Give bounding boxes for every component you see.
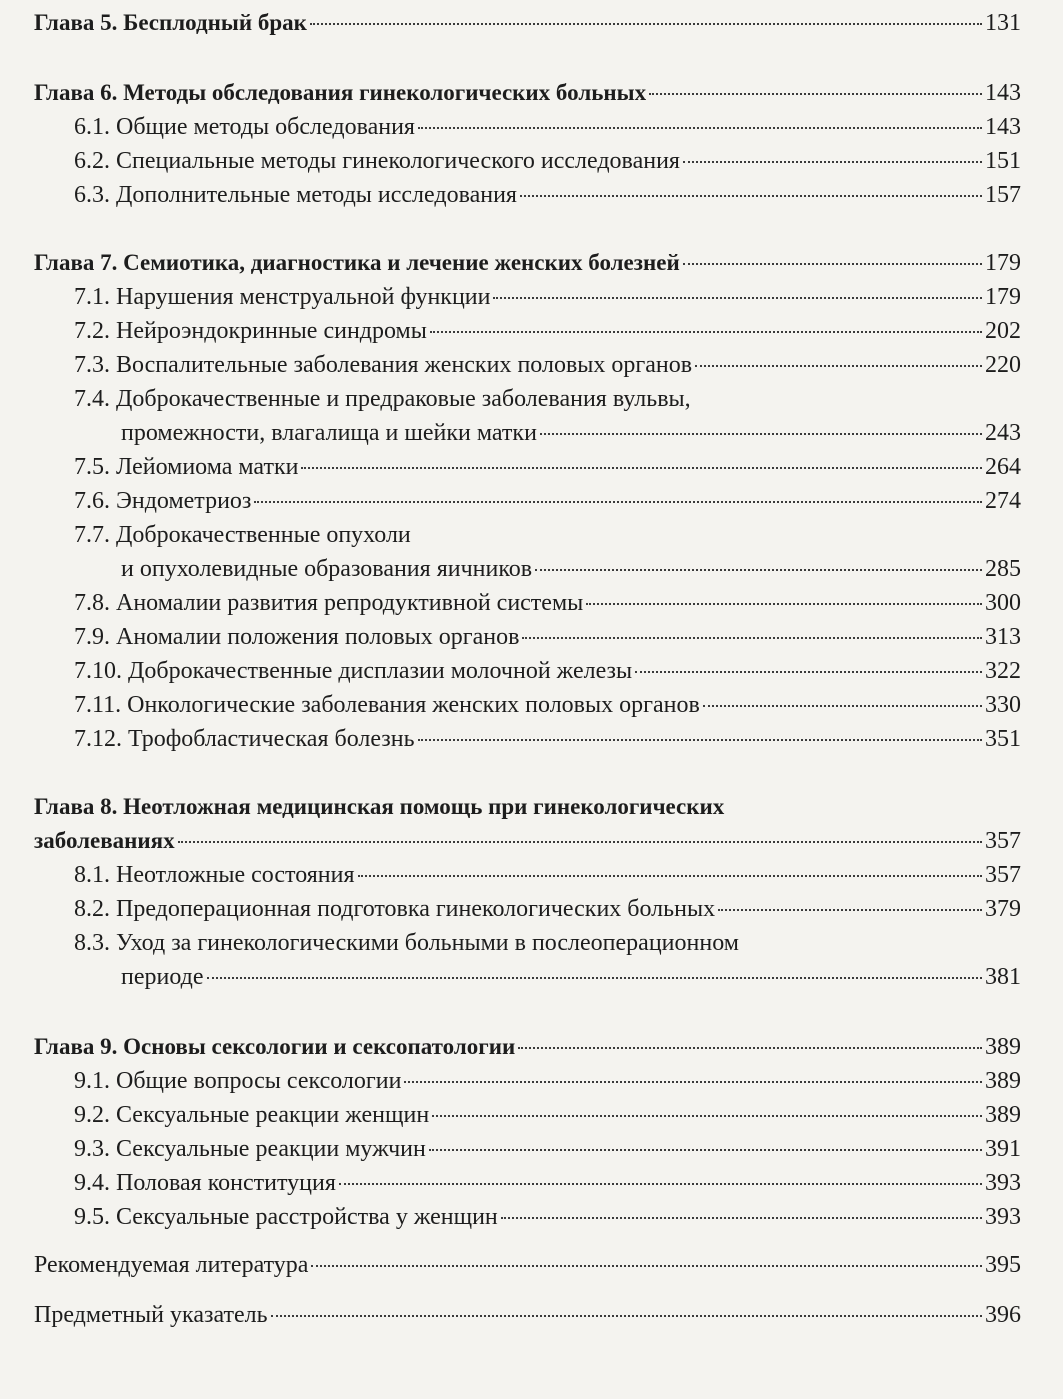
toc-entry-label: 6.3. Дополнительные методы исследования bbox=[74, 182, 517, 208]
toc-entry-label: периоде bbox=[121, 964, 204, 990]
leader-dots bbox=[522, 637, 982, 639]
leader-dots bbox=[635, 671, 982, 673]
toc-entry-page: 179 bbox=[985, 250, 1021, 276]
toc-entry-subject-index[interactable] bbox=[0, 1300, 1063, 1330]
toc-entry-page: 396 bbox=[985, 1302, 1021, 1328]
toc-entry-section-7-11[interactable] bbox=[0, 690, 1063, 720]
leader-dots bbox=[418, 739, 982, 741]
leader-dots bbox=[518, 1047, 982, 1049]
toc-entry-page: 381 bbox=[985, 964, 1021, 990]
toc-entry-chapter-5[interactable] bbox=[0, 8, 1063, 38]
toc-entry-section-9-1[interactable] bbox=[0, 1066, 1063, 1096]
leader-dots bbox=[695, 365, 982, 367]
toc-entry-label: 7.10. Доброкачественные дисплазии молочной железы bbox=[74, 658, 633, 684]
leader-dots bbox=[649, 93, 982, 95]
toc-entry-page: 143 bbox=[985, 80, 1021, 106]
toc-entry-page: 285 bbox=[985, 556, 1021, 582]
toc-entry-label: 9.5. Сексуальные расстройства у женщин bbox=[74, 1204, 498, 1230]
leader-dots bbox=[358, 875, 982, 877]
toc-entry-section-9-2[interactable] bbox=[0, 1100, 1063, 1130]
toc-entry-page: 391 bbox=[985, 1136, 1021, 1162]
toc-entry-section-7-12[interactable] bbox=[0, 724, 1063, 754]
toc-entry-page: 357 bbox=[985, 862, 1021, 888]
toc-entry-label: Глава 7. Семиотика, диагностика и лечение женских болезней bbox=[34, 250, 680, 275]
leader-dots bbox=[301, 467, 982, 469]
toc-entry-label: Глава 5. Бесплодный брак bbox=[34, 10, 307, 35]
toc-entry-label: 8.1. Неотложные состояния bbox=[74, 862, 355, 888]
toc-entry-label: 9.2. Сексуальные реакции женщин bbox=[74, 1102, 430, 1128]
toc-entry-page: 357 bbox=[985, 828, 1021, 854]
toc-entry-section-9-4[interactable] bbox=[0, 1168, 1063, 1198]
leader-dots bbox=[432, 1115, 982, 1117]
toc-entry-page: 395 bbox=[985, 1252, 1021, 1278]
toc-entry-section-7-9[interactable] bbox=[0, 622, 1063, 652]
toc-entry-section-8-3[interactable] bbox=[0, 962, 1063, 992]
toc-entry-label: Глава 6. Методы обследования гинекологических больных bbox=[34, 80, 647, 105]
toc-entry-label: и опухолевидные образования яичников bbox=[121, 556, 533, 582]
toc-entry-page: 300 bbox=[985, 590, 1021, 616]
toc-entry-page: 389 bbox=[985, 1102, 1021, 1128]
toc-entry-label: 7.12. Трофобластическая болезнь bbox=[74, 726, 415, 752]
leader-dots bbox=[311, 1265, 982, 1267]
toc-entry-label: 7.9. Аномалии положения половых органов bbox=[74, 624, 520, 650]
toc-entry-label: 9.3. Сексуальные реакции мужчин bbox=[74, 1136, 426, 1162]
toc-entry-section-7-4[interactable] bbox=[0, 418, 1063, 448]
toc-entry-section-7-5[interactable] bbox=[0, 452, 1063, 482]
toc-entry-label: 7.3. Воспалительные заболевания женских половых органов bbox=[74, 352, 693, 378]
leader-dots bbox=[520, 195, 982, 197]
toc-entry-label-line1: 8.3. Уход за гинекологическими больными в послеоперационном bbox=[74, 930, 739, 956]
toc-entry-page: 322 bbox=[985, 658, 1021, 684]
toc-entry-section-7-2[interactable] bbox=[0, 316, 1063, 346]
toc-entry-label: заболеваниях bbox=[34, 828, 175, 853]
toc-entry-section-9-5[interactable] bbox=[0, 1202, 1063, 1232]
leader-dots bbox=[501, 1217, 982, 1219]
toc-entry-label-line1: 7.4. Доброкачественные и предраковые заболевания вульвы, bbox=[74, 386, 691, 412]
toc-entry-section-7-1[interactable] bbox=[0, 282, 1063, 312]
toc-entry-label: Глава 9. Основы сексологии и сексопатологии bbox=[34, 1034, 516, 1059]
leader-dots bbox=[430, 331, 982, 333]
toc-entry-page: 389 bbox=[985, 1068, 1021, 1094]
toc-entry-section-7-10[interactable] bbox=[0, 656, 1063, 686]
toc-entry-page: 264 bbox=[985, 454, 1021, 480]
toc-entry-page: 243 bbox=[985, 420, 1021, 446]
leader-dots bbox=[683, 161, 982, 163]
toc-entry-section-8-1[interactable] bbox=[0, 860, 1063, 890]
toc-entry-chapter-6[interactable] bbox=[0, 78, 1063, 108]
toc-entry-page: 179 bbox=[985, 284, 1021, 310]
toc-entry-page: 151 bbox=[985, 148, 1021, 174]
toc-entry-label: 7.6. Эндометриоз bbox=[74, 488, 252, 514]
toc-entry-label: 9.1. Общие вопросы сексологии bbox=[74, 1068, 402, 1094]
toc-entry-page: 351 bbox=[985, 726, 1021, 752]
toc-entry-page: 313 bbox=[985, 624, 1021, 650]
toc-entry-page: 379 bbox=[985, 896, 1021, 922]
toc-entry-label: Предметный указатель bbox=[34, 1302, 268, 1328]
toc-entry-page: 330 bbox=[985, 692, 1021, 718]
toc-entry-label-line1: 7.7. Доброкачественные опухоли bbox=[74, 522, 411, 548]
toc-entry-section-7-7[interactable] bbox=[0, 554, 1063, 584]
leader-dots bbox=[339, 1183, 982, 1185]
toc-entry-page: 274 bbox=[985, 488, 1021, 514]
toc-entry-section-6-2[interactable] bbox=[0, 146, 1063, 176]
leader-dots bbox=[254, 501, 982, 503]
leader-dots bbox=[178, 841, 982, 843]
toc-entry-page: 393 bbox=[985, 1170, 1021, 1196]
toc-entry-label: Рекомендуемая литература bbox=[34, 1252, 309, 1278]
toc-entry-label: 9.4. Половая конституция bbox=[74, 1170, 336, 1196]
leader-dots bbox=[404, 1081, 982, 1083]
leader-dots bbox=[207, 977, 982, 979]
toc-entry-page: 157 bbox=[985, 182, 1021, 208]
leader-dots bbox=[418, 127, 982, 129]
toc-entry-section-7-3[interactable] bbox=[0, 350, 1063, 380]
toc-entry-page: 389 bbox=[985, 1034, 1021, 1060]
toc-entry-section-7-6[interactable] bbox=[0, 486, 1063, 516]
toc-entry-page: 143 bbox=[985, 114, 1021, 140]
toc-entry-label: промежности, влагалища и шейки матки bbox=[121, 420, 537, 446]
leader-dots bbox=[683, 263, 982, 265]
toc-entry-page: 220 bbox=[985, 352, 1021, 378]
toc-entry-section-8-2[interactable] bbox=[0, 894, 1063, 924]
toc-entry-label: 8.2. Предоперационная подготовка гинекологических больных bbox=[74, 896, 716, 922]
leader-dots bbox=[310, 23, 982, 25]
toc-entry-page: 202 bbox=[985, 318, 1021, 344]
toc-entry-label: 7.2. Нейроэндокринные синдромы bbox=[74, 318, 427, 344]
toc-entry-section-6-3[interactable] bbox=[0, 180, 1063, 210]
leader-dots bbox=[429, 1149, 982, 1151]
toc-entry-chapter-9[interactable] bbox=[0, 1032, 1063, 1062]
toc-entry-label: 6.1. Общие методы обследования bbox=[74, 114, 415, 140]
leader-dots bbox=[540, 433, 982, 435]
toc-entry-label: 7.11. Онкологические заболевания женских половых органов bbox=[74, 692, 700, 718]
leader-dots bbox=[718, 909, 982, 911]
toc-entry-label: 7.5. Лейомиома матки bbox=[74, 454, 299, 480]
toc-entry-section-9-3[interactable] bbox=[0, 1134, 1063, 1164]
toc-entry-label: 7.8. Аномалии развития репродуктивной системы bbox=[74, 590, 584, 616]
toc-entry-section-6-1[interactable] bbox=[0, 112, 1063, 142]
toc-entry-section-7-8[interactable] bbox=[0, 588, 1063, 618]
toc-entry-literature[interactable] bbox=[0, 1250, 1063, 1280]
leader-dots bbox=[271, 1315, 982, 1317]
leader-dots bbox=[586, 603, 982, 605]
leader-dots bbox=[493, 297, 982, 299]
toc-entry-chapter-7[interactable] bbox=[0, 248, 1063, 278]
leader-dots bbox=[703, 705, 982, 707]
toc-entry-page: 393 bbox=[985, 1204, 1021, 1230]
leader-dots bbox=[535, 569, 982, 571]
toc-entry-label: 7.1. Нарушения менструальной функции bbox=[74, 284, 491, 310]
toc-entry-chapter-8[interactable] bbox=[0, 826, 1063, 856]
toc-entry-label: 6.2. Специальные методы гинекологического исследования bbox=[74, 148, 680, 174]
toc-entry-page: 131 bbox=[985, 10, 1021, 36]
toc-entry-label-line1: Глава 8. Неотложная медицинская помощь при гинекологических bbox=[34, 794, 725, 819]
